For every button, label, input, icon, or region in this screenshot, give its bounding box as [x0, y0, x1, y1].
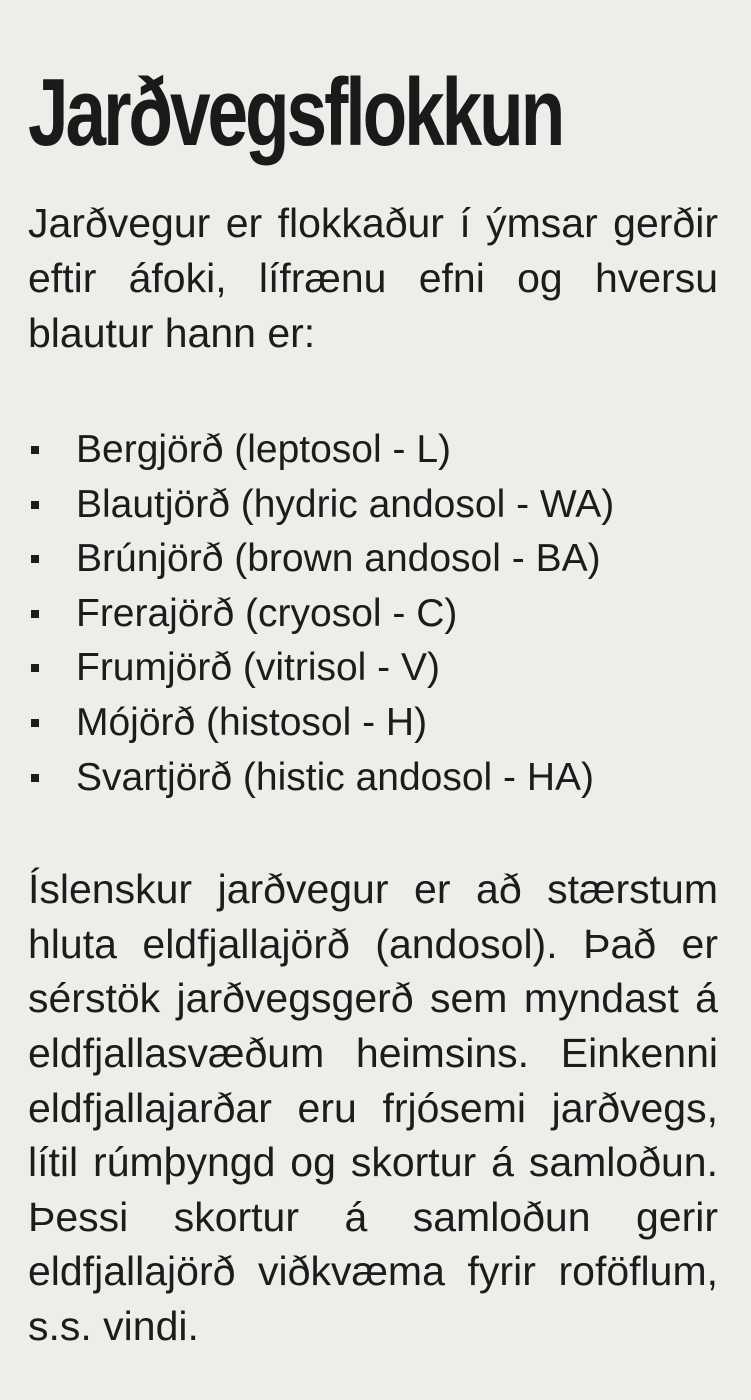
bullet-icon: [31, 446, 39, 454]
page-title: Jarðvegsflokkun: [28, 59, 563, 166]
list-item-label: Bergjörð (leptosol - L): [76, 428, 451, 471]
bullet-icon: [31, 501, 39, 509]
bullet-icon: [31, 774, 39, 782]
list-item: [28, 751, 718, 806]
list-item: [28, 641, 718, 696]
outro-paragraph: Íslenskur jarðvegur er að stærstum hluta eldfjallajörð (andosol). Það er sérstök jarðvegsgerð sem myndast á eldfjallasvæðum heimsins. Einkenni eldfjallajarðar eru frjósemi jarðvegs, lítil rúmþyngd og skortur á samloðun. Þessi skortur á samloðun gerir eldfjallajörð viðkvæma fyrir roföflum, s.s. vindi.: [28, 866, 718, 1349]
list-item: [28, 587, 718, 642]
list-item: [28, 478, 718, 533]
list-item-label: Frerajörð (cryosol - C): [76, 591, 458, 635]
list-item-label: Mójörð (histosol - H): [76, 700, 428, 744]
list-item: [28, 532, 718, 587]
intro-paragraph: Jarðvegur er flokkaður í ýmsar gerðir eftir áfoki, lífrænu efni og hversu blautur hann er:: [28, 200, 718, 356]
list-item-label: Frumjörð (vitrisol - V): [76, 646, 441, 690]
bullet-icon: [31, 555, 39, 563]
list-item-label: Brúnjörð (brown andosol - BA): [76, 537, 601, 581]
bullet-icon: [31, 664, 39, 672]
bullet-icon: [31, 719, 39, 727]
soil-type-list: [28, 423, 718, 805]
list-item-label: Svartjörð (histic andosol - HA): [76, 755, 595, 799]
list-item: [28, 696, 718, 751]
list-item-label: Blautjörð (hydric andosol - WA): [76, 482, 615, 526]
bullet-icon: [31, 610, 39, 618]
list-item: [28, 423, 718, 478]
